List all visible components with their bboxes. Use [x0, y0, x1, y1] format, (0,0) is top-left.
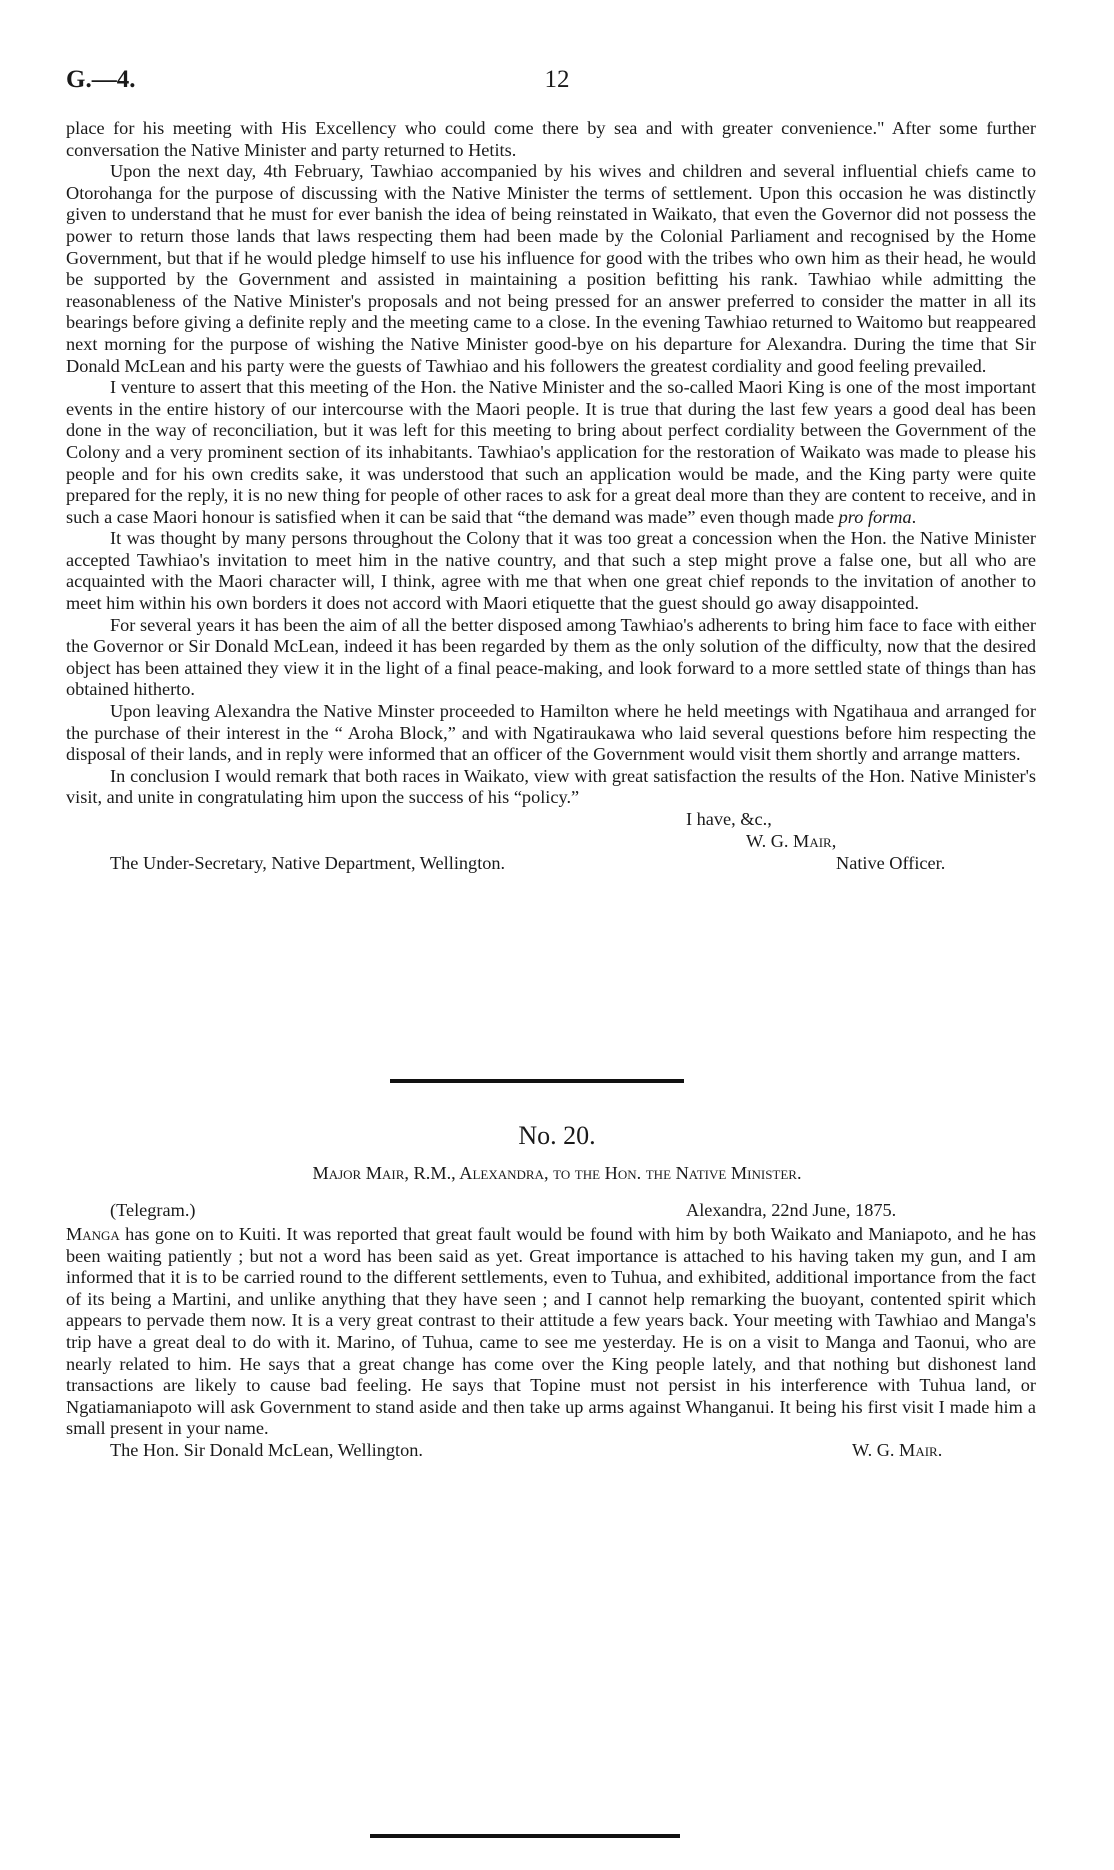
- paragraph-7: In conclusion I would remark that both races in Waikato, view with great satisfaction the results of the Hon. Native Minister's visit, and unite in congratulating him upon the success of his “policy.”: [66, 765, 1036, 808]
- telegram-place-date: Alexandra, 22nd June, 1875.: [686, 1200, 897, 1220]
- paragraph-1: place for his meeting with His Excellency who could come there by sea and with greater convenience." After some further conversation the Native Minister and party returned to Hetits.: [66, 118, 1036, 160]
- letter-addressee: The Under-Secretary, Native Department, Wellington.: [110, 853, 506, 873]
- addressee-line: [66, 853, 1036, 875]
- page-number: 12: [544, 66, 570, 93]
- telegram-addressee: The Hon. Sir Donald McLean, Wellington.: [110, 1439, 423, 1460]
- signer-title: Native Officer.: [836, 853, 946, 873]
- document-reference: G.—4.: [66, 66, 136, 93]
- document-number: No. 20.: [518, 1121, 596, 1150]
- document-subtitle: Major Mair, R.M., Alexandra, to the Hon. the Native Minister.: [312, 1163, 802, 1183]
- telegram-body: [66, 1200, 1036, 1464]
- section-divider: [390, 1079, 684, 1083]
- paragraph-2: Upon the next day, 4th February, Tawhiao accompanied by his wives and children and several influential chiefs came to Otorohanga for the purpose of discussing with the Native Minister the terms of settlement. Upon this occasion he was distinctly given to understand that he must for ever banish the idea of being reinstated in Waikato, that even the Governor did not possess the power to return those lands that laws respecting them had been made by the Colonial Parliament and recognised by the Home Government, but that if he would pledge himself to use his influence for good with the tribes who own him as their head, he would be supported by the Government and assisted in maintaining a position befitting his rank. Tawhiao while admitting the reasonableness of the Native Minister's proposals and not being pressed for an answer preferred to consider the matter in all its bearings before giving a definite reply and the meeting came to a close. In the evening Tawhiao returned to Waitomo but reappeared next morning for the purpose of wishing the Native Minister good-bye on his departure for Alexandra. During the time that Sir Donald McLean and his party were the guests of Tawhiao and his followers the greatest cordiality and good feeling prevailed.: [66, 161, 1036, 376]
- closing-line: [66, 809, 1036, 831]
- telegram-addressee-row: [66, 1440, 1036, 1464]
- signature-line: [66, 831, 1036, 853]
- letter-signature: W. G. Mair,: [746, 831, 837, 851]
- paragraph-3: I venture to assert that this meeting of the Hon. the Native Minister and the so-called Maori King is one of the most important events in the entire history of our intercourse with the Maori people. It is true that during the last few years a good deal has been done in the way of reconciliation, but it was left for this meeting to bring about perfect cordiality between the Government of the Colony and a very prominent section of its inhabitants. Tawhiao's application for the restoration of Waikato was made to please his people and for his own credits sake, it was understood that such an application would be made, and the King party were quite prepared for the reply, it is no new thing for people of other races to ask for a great deal more than they are content to receive, and in such a case Maori honour is satisfied when it can be said that “the demand was made” even though made pro forma.: [66, 377, 1036, 527]
- telegram-text: [66, 1224, 1036, 1440]
- closing-text: I have, &c.,: [686, 809, 772, 829]
- telegram-signature: W. G. Mair.: [852, 1439, 943, 1460]
- paragraph-4: It was thought by many persons throughout the Colony that it was too great a concession when the Hon. the Native Minister accepted Tawhiao's invitation to meet him in the native country, and that such a step might prove a false one, but all who are acquainted with the Maori character will, I think, agree with me that when one great chief reponds to the invitation of another to meet him within his own borders it does not accord with Maori etiquette that the guest should go away disappointed.: [66, 528, 1036, 614]
- letter-body: [66, 118, 1036, 875]
- page-header: [66, 66, 1048, 100]
- paragraph-5: For several years it has been the aim of all the better disposed among Tawhiao's adherents to bring him face to face with either the Governor or Sir Donald McLean, indeed it has been regarded by them as the only solution of the difficulty, now that the desired object has been attained they view it in the light of a final peace-making, and look forward to a more settled state of things than has obtained hitherto.: [66, 614, 1036, 700]
- end-divider: [370, 1834, 680, 1838]
- paragraph-3-text: I venture to assert that this meeting of the Hon. the Native Minister and the so-called Maori King is one of the most important events in the entire history of our intercourse with the Maori people. It is true that during the last few years a good deal has been done in the way of reconciliation, but it was left for this meeting to bring about perfect cordiality between the Government of the Colony and a very prominent section of its inhabitants. Tawhiao's application for the restoration of Waikato was made to please his people and for his own credits sake, it was understood that such an application would be made, and the King party were quite prepared for the reply, it is no new thing for people of other races to ask for a great deal more than they are content to receive, and in such a case Maori honour is satisfied when it can be said that “the demand was made” even though made: [66, 377, 1036, 527]
- telegram-header-row: [66, 1200, 1036, 1224]
- telegram-body-text: has gone on to Kuiti. It was reported that great fault would be found with him by both Waikato and Maniapoto, and he has been waiting patiently ; but not a word has been said as yet. Great importance is attached to his having taken my gun, and I am informed that it is to be carried round to the different settlements, even to Tuhua, and exhibited, additional importance from the fact of its being a Martini, and unlike anything that they have seen ; and I cannot help remarking the buoyant, contented spirit which appears to pervade them now. It is a very great contrast to their attitude a few years back. Your meeting with Tawhiao and Manga's trip have a great deal to do with it. Marino, of Tuhua, came to see me yesterday. He is on a visit to Manga and Taonui, who are nearly related to him. He says that a great change has come over the King people lately, and that nothing but dishonest land transactions are likely to cause bad feeling. He says that Topine must not persist in his interference with Tuhua land, or Ngatiamaniapoto will ask Government to stand aside and then take up arms against Whanganui. It being his first visit I made him a small present in your name.: [66, 1224, 1036, 1439]
- telegram-first-word: Manga: [66, 1224, 120, 1244]
- telegram-label: (Telegram.): [110, 1200, 196, 1220]
- pro-forma-phrase: pro forma: [838, 506, 912, 527]
- paragraph-6: Upon leaving Alexandra the Native Minster proceeded to Hamilton where he held meetings with Ngatihaua and arranged for the purchase of their interest in the “ Aroha Block,” and with Ngatiraukawa who laid several questions before him respecting the disposal of their lands, and in reply were informed that an officer of the Government would visit them shortly and arrange matters.: [66, 701, 1036, 765]
